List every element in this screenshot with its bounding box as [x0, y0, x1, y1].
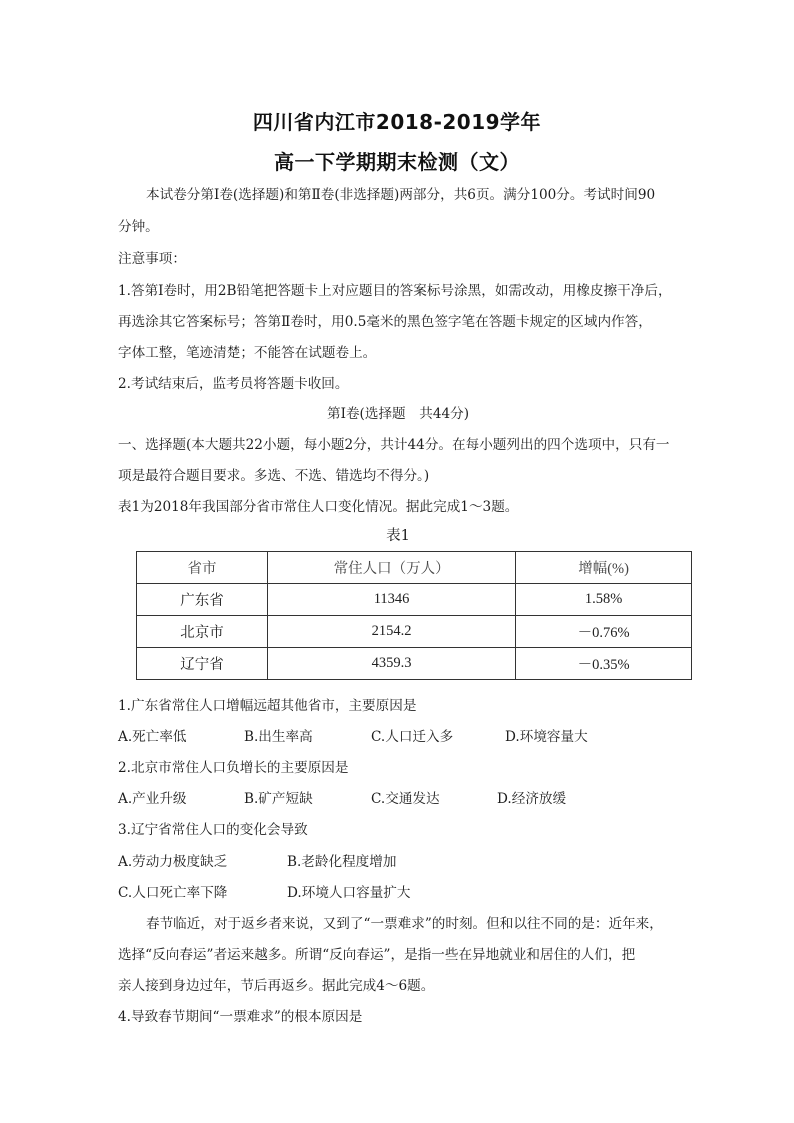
question-1-option-b: B.出生率高 — [244, 729, 313, 745]
question-2-option-b: B.矿产短缺 — [244, 791, 313, 807]
table-header-cell: 省市 — [137, 552, 268, 584]
section-heading: 第Ⅰ卷(选择题 共44分) — [326, 406, 470, 422]
question-group-lead: 表1为2018年我国部分省市常住人口变化情况。据此完成1～3题。 — [118, 499, 519, 515]
table-caption: 表1 — [386, 528, 410, 544]
table-row — [137, 584, 692, 616]
question-2-option-d: D.经济放缓 — [497, 791, 567, 807]
question-3-stem: 3.辽宁省常住人口的变化会导致 — [118, 822, 308, 838]
notice-item-1-cont: 再选涂其它答案标号；答第Ⅱ卷时，用0.5毫米的黑色签字笔在答题卡规定的区域内作答， — [118, 314, 652, 330]
passage-text: 春节临近，对于返乡者来说，又到了“一票难求”的时刻。但和以往不同的是：近年来， — [146, 916, 663, 932]
table-cell: －0.35% — [516, 648, 692, 680]
passage-text-cont2: 亲人接到身边过年，节后再返乡。据此完成4～6题。 — [118, 978, 435, 994]
section-instructions: 一、选择题(本大题共22小题，每小题2分，共计44分。在每小题列出的四个选项中，只有一 — [118, 437, 670, 453]
table-header-cell: 增幅(%) — [516, 552, 692, 584]
table-row — [137, 616, 692, 648]
notice-item-1: 1.答第Ⅰ卷时，用2B铅笔把答题卡上对应题目的答案标号涂黑，如需改动，用橡皮擦干净后， — [118, 283, 672, 299]
document-subtitle: 高一下学期期末检测（文） — [274, 150, 520, 174]
question-3-option-b: B.老龄化程度增加 — [287, 854, 397, 870]
question-4-stem: 4.导致春节期间“一票难求”的根本原因是 — [118, 1009, 363, 1025]
table-cell: 辽宁省 — [137, 648, 268, 680]
intro-text-cont: 分钟。 — [118, 219, 159, 235]
question-2-option-c: C.交通发达 — [371, 791, 440, 807]
table-cell: 北京市 — [137, 616, 268, 648]
table-cell: 11346 — [267, 584, 515, 616]
intro-text: 本试卷分第Ⅰ卷(选择题)和第Ⅱ卷(非选择题)两部分，共6页。满分100分。考试时间90 — [146, 187, 656, 203]
question-2-stem: 2.北京市常住人口负增长的主要原因是 — [118, 760, 349, 776]
question-3-option-a: A.劳动力极度缺乏 — [118, 854, 228, 870]
table-cell: 2154.2 — [267, 616, 515, 648]
population-table — [136, 551, 692, 680]
table-row — [137, 648, 692, 680]
table-cell: 4359.3 — [267, 648, 515, 680]
document-title: 四川省内江市2018-2019学年 — [252, 110, 542, 134]
table-cell: －0.76% — [516, 616, 692, 648]
section-instructions-cont: 项是最符合题目要求。多选、不选、错选均不得分。) — [118, 468, 430, 484]
table-header-row — [137, 552, 692, 584]
question-1-stem: 1.广东省常住人口增幅远超其他省市，主要原因是 — [118, 698, 417, 714]
question-1-option-a: A.死亡率低 — [118, 729, 187, 745]
question-1-option-c: C.人口迁入多 — [371, 729, 454, 745]
table-header-cell: 常住人口（万人） — [267, 552, 515, 584]
question-3-option-c: C.人口死亡率下降 — [118, 885, 228, 901]
question-2-option-a: A.产业升级 — [118, 791, 187, 807]
notice-item-2: 2.考试结束后，监考员将答题卡收回。 — [118, 376, 349, 392]
passage-text-cont: 选择“反向春运”者运来越多。所谓“反向春运”，是指一些在异地就业和居住的人们，把 — [118, 947, 636, 963]
table-cell: 广东省 — [137, 584, 268, 616]
question-1-option-d: D.环境容量大 — [505, 729, 588, 745]
question-3-option-d: D.环境人口容量扩大 — [287, 885, 411, 901]
notice-item-1-cont2: 字体工整，笔迹清楚；不能答在试题卷上。 — [118, 345, 377, 361]
table-cell: 1.58% — [516, 584, 692, 616]
notice-heading: 注意事项： — [118, 251, 186, 267]
